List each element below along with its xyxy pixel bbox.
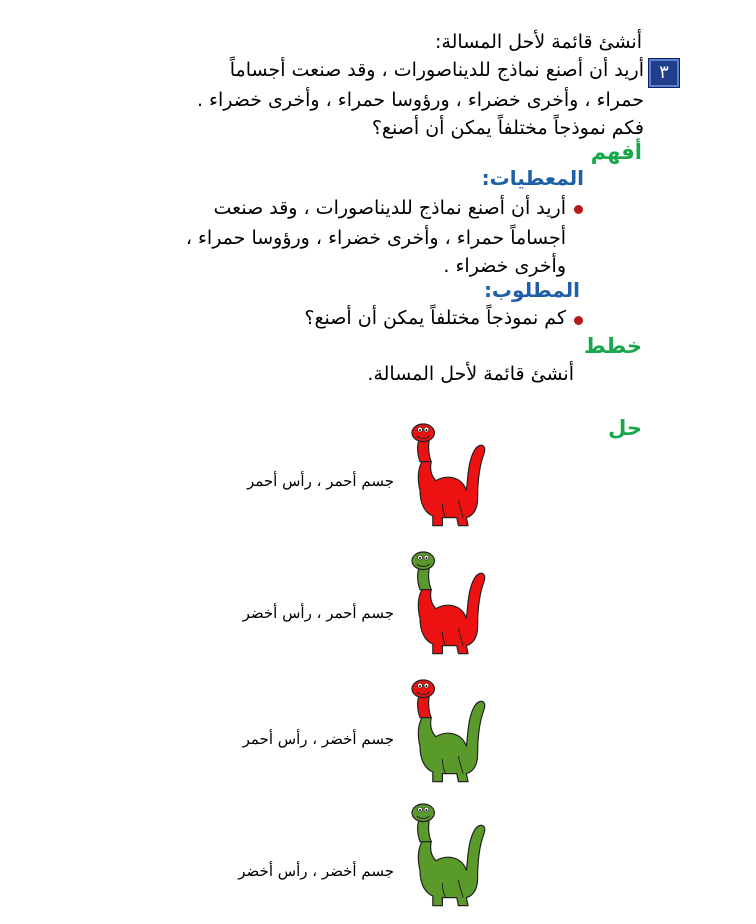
problem-number-badge: ٣	[648, 58, 680, 88]
dinosaur-illustration	[396, 548, 492, 660]
required-heading: المطلوب:	[483, 278, 580, 302]
understand-heading: أفهم	[590, 140, 642, 164]
dinosaur-illustration	[396, 676, 492, 788]
dinosaur-head	[412, 804, 434, 822]
required-bullet	[574, 316, 583, 325]
given-line-2: أجساماً حمراء ، وأخرى خضراء ، ورؤوسا حمراء ،	[185, 227, 566, 249]
given-line-3: وأخرى خضراء .	[443, 255, 566, 277]
dinosaur-illustration	[396, 800, 492, 912]
dinosaur-head	[412, 552, 434, 570]
dino-combination-label: جسم أخضر ، رأس أحمر	[242, 730, 394, 748]
problem-line-2: أريد أن أصنع نماذج للديناصورات ، وقد صنعت أجساماً	[229, 59, 644, 81]
dino-combination-label: جسم أخضر ، رأس أخضر	[238, 862, 394, 880]
problem-line-3: حمراء ، وأخرى خضراء ، ورؤوسا حمراء ، وأخرى خضراء .	[196, 89, 644, 111]
given-line-1: أريد أن أصنع نماذج للديناصورات ، وقد صنعت	[213, 197, 566, 219]
dinosaur-illustration	[396, 420, 492, 532]
problem-line-1: أنشئ قائمة لأحل المسالة:	[435, 31, 642, 53]
required-line: كم نموذجاً مختلفاً يمكن أن أصنع؟	[304, 307, 566, 329]
solve-heading: حل	[608, 416, 642, 440]
dinosaur-head	[412, 424, 434, 442]
plan-heading: خطط	[583, 334, 642, 358]
dinosaur-head	[412, 680, 434, 698]
plan-line: أنشئ قائمة لأحل المسالة.	[367, 363, 574, 385]
given-bullet	[574, 205, 583, 214]
given-heading: المعطيات:	[481, 166, 584, 190]
problem-line-4: فكم نموذجاً مختلفاً يمكن أن أصنع؟	[371, 117, 644, 139]
dino-combination-label: جسم أحمر ، رأس أخضر	[242, 604, 394, 622]
dino-combination-label: جسم أحمر ، رأس أحمر	[246, 472, 394, 490]
